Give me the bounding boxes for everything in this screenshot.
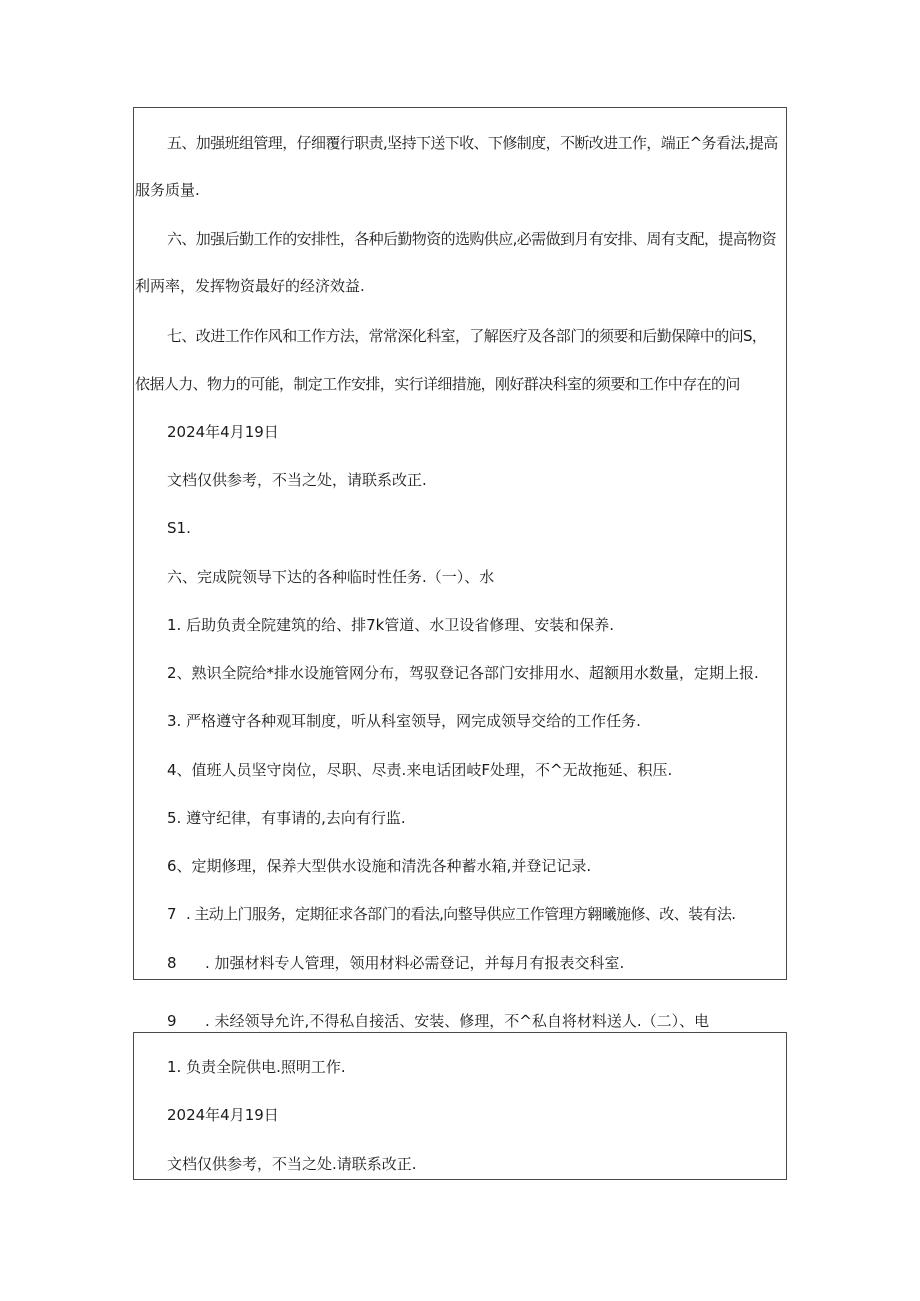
list-item-number: 7 (167, 905, 177, 923)
section-heading: 六、完成院领导下达的各种临时性任务.（一）、水 (167, 568, 495, 586)
list-item: . 加强材料专人管理，领用材料必需登记，并每月有报表交科室. (205, 954, 625, 972)
list-item: . 主动上门服务，定期征求各部门的看法,向整导供应工作管理方翱曦施修、改、装有法. (186, 905, 736, 923)
date-line: 2024年4月19日 (167, 1106, 279, 1124)
list-item: 6、定期修理，保养大型供水设施和清洗各种蓄水箱,并登记记录. (167, 857, 592, 875)
paragraph-6-line-1: 六、加强后勤工作的安排性，各种后勤物资的选购供应,必需做到月有安排、周有支配，提高物资 (167, 230, 776, 248)
list-item: . 未经领导允许,不得私自接活、安装、修理，不^私自将材料送人.（二）、电 (205, 1012, 710, 1030)
paragraph-7-line-2: 依据人力、物力的可能，制定工作安排，实行详细措施，刚好群决科室的须要和工作中存在的问 (135, 375, 740, 393)
paragraph-7-line-1: 七、改进工作作风和工作方法，常常深化科室，了解医疗及各部门的须要和后勤保障中的问S， (167, 327, 767, 345)
date-line: 2024年4月19日 (167, 423, 279, 441)
list-item: 1. 负责全院供电.照明工作. (167, 1058, 346, 1076)
list-item: 5. 遵守纪律，有事请的,去向有行监. (167, 809, 406, 827)
list-item: 3. 严格遵守各种观耳制度，听从科室领导，网完成领导交给的工作任务. (167, 712, 641, 730)
disclaimer-line: 文档仅供参考，不当之处，请联系改正. (167, 471, 427, 489)
list-item: 4、值班人员坚守岗位，尽职、尽责.来电话团岐F处理，不^无故拖延、积压. (167, 761, 673, 779)
paragraph-5-line-1: 五、加强班组管理，仔细覆行职责,坚持下送下收、下修制度，不断改进工作，端正^务看法,提高 (167, 134, 778, 152)
list-item-number: 9 (167, 1012, 177, 1030)
paragraph-6-line-2: 利两率，发挥物资最好的经济效益. (135, 277, 365, 295)
paragraph-5-line-2: 服务质量. (135, 181, 200, 199)
disclaimer-line: 文档仅供参考，不当之处.请联系改正. (167, 1155, 417, 1173)
section-marker: S1. (167, 519, 191, 537)
list-item: 2、熟识全院给*排水设施管网分布，驾驭登记各部门安排用水、超额用水数量，定期上报. (167, 664, 759, 682)
list-item-number: 8 (167, 954, 177, 972)
list-item: 1. 后助负责全院建筑的给、排7k管道、水卫设省修理、安装和保养. (167, 616, 615, 634)
